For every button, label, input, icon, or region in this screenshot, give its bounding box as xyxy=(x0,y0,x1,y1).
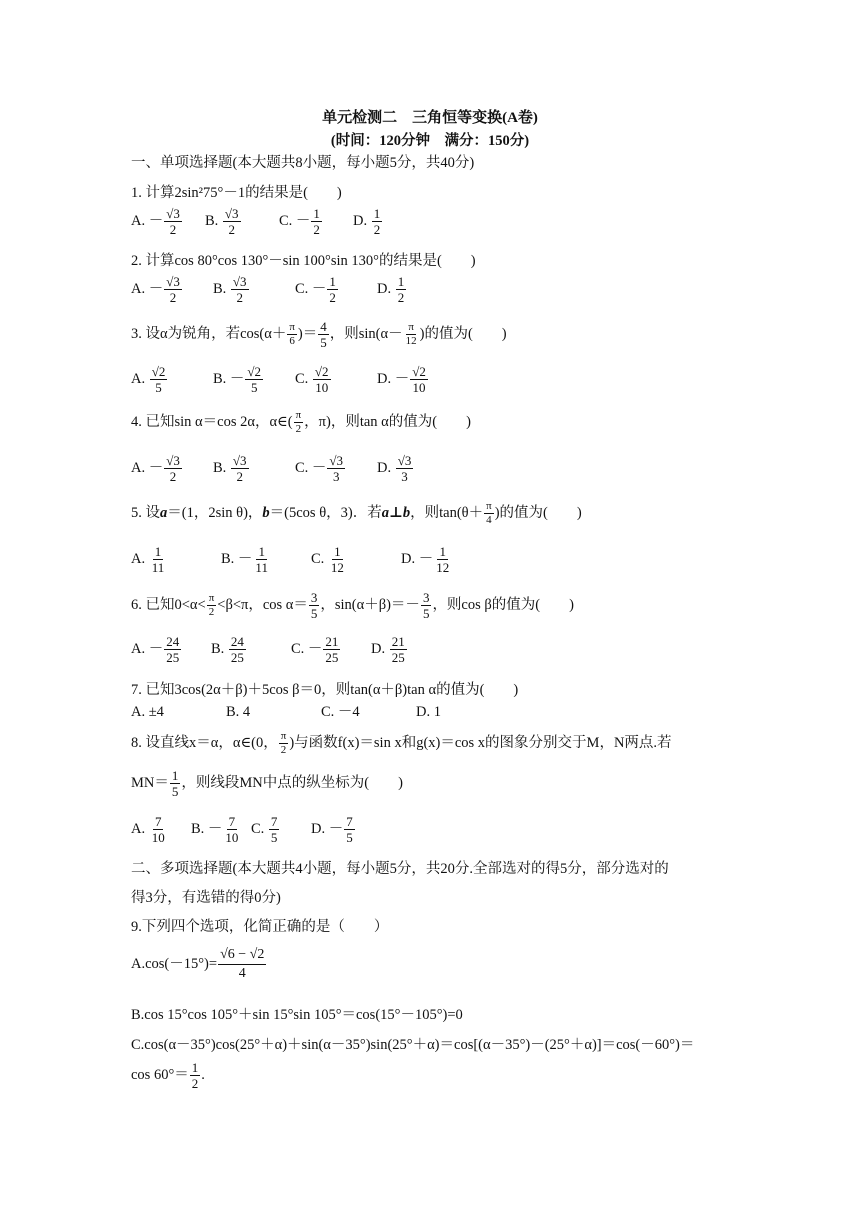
option-sign: － xyxy=(237,550,253,567)
option-sign: － xyxy=(295,212,311,229)
q5-text-5: )的值为( ) xyxy=(494,504,582,521)
q8-text-2: )与函数f(x)＝sin x和g(x)＝cos x的图象分别交于M，N两点.若 xyxy=(289,734,672,751)
option-fraction: $\frac{24}{25}$ xyxy=(230,634,244,665)
q5-vector-a: a xyxy=(160,504,168,521)
option-label: C. xyxy=(295,280,312,297)
option-fraction: $\frac{√3}{2}$ xyxy=(166,453,180,484)
q8-text-3: MN＝ xyxy=(131,774,169,791)
q3-text-1: 3. 设α为锐角，若cos(α＋ xyxy=(131,325,287,342)
option-fraction: $\frac{1}{2}$ xyxy=(329,274,336,305)
option-label: C. xyxy=(251,820,268,837)
option-sign: － xyxy=(394,370,410,387)
q4-option-a xyxy=(131,453,213,484)
q2-option-a xyxy=(131,274,213,305)
section-heading-1: 一、单项选择题(本大题共8小题，每小题5分，共40分) xyxy=(131,155,475,171)
q6-frac-1: $\frac{\pi}{2}$ xyxy=(208,592,215,618)
option-label: B. xyxy=(213,370,230,387)
q3-option-b xyxy=(213,364,295,395)
question-6-options xyxy=(131,634,451,665)
option-label: D. xyxy=(371,640,389,657)
question-6 xyxy=(131,590,574,621)
q4-option-b xyxy=(213,453,295,484)
q5-option-c xyxy=(311,544,401,575)
section-heading-2-line-2: 得3分，有选错的得0分) xyxy=(131,890,281,906)
option-fraction: $\frac{21}{25}$ xyxy=(325,634,339,665)
q4-option-d xyxy=(377,453,459,484)
q4-text-2: ，π)，则tan α的值为( ) xyxy=(304,413,471,430)
option-fraction: $\frac{1}{11}$ xyxy=(151,544,165,575)
option-sign: － xyxy=(148,212,164,229)
question-3 xyxy=(131,319,507,350)
page-title: 单元检测二 三角恒等变换(A卷) xyxy=(322,110,538,126)
q3-frac-2: $\frac{4}{5}$ xyxy=(320,319,327,350)
option-sign: － xyxy=(328,820,344,837)
q8-option-c xyxy=(251,814,311,845)
option-fraction: $\frac{24}{25}$ xyxy=(166,634,180,665)
option-fraction: $\frac{1}{12}$ xyxy=(330,544,344,575)
q5-perp: a⊥b xyxy=(381,504,411,521)
question-4 xyxy=(131,409,471,436)
option-fraction: $\frac{√2}{10}$ xyxy=(412,364,426,395)
option-sign: － xyxy=(229,370,245,387)
q2-option-b xyxy=(213,274,295,305)
option-sign: － xyxy=(148,640,164,657)
q8-option-a xyxy=(131,814,191,845)
question-2: 2. 计算cos 80°cos 130°－sin 100°sin 130°的结果是( ) xyxy=(131,253,476,269)
option-label: A. xyxy=(131,640,149,657)
q9-option-b: B.cos 15°cos 105°＋sin 15°sin 105°＝cos(15°－105°)=0 xyxy=(131,1007,463,1023)
option-label: A. xyxy=(131,820,149,837)
question-9: 9.下列四个选项，化简正确的是（ ） xyxy=(131,919,389,935)
option-label: D. xyxy=(377,280,395,297)
q6-text-1: 6. 已知0<α< xyxy=(131,596,206,613)
option-fraction: $\frac{7}{5}$ xyxy=(346,814,353,845)
q5-vector-b: b xyxy=(262,504,270,521)
q4-text-1: 4. 已知sin α＝cos 2α，α∈( xyxy=(131,413,293,430)
option-label: A. xyxy=(131,280,149,297)
question-3-options xyxy=(131,364,459,395)
option-label: A. xyxy=(131,550,149,567)
q3-text-2: )＝ xyxy=(297,325,318,342)
q1-option-d xyxy=(353,206,427,237)
q8-frac-1: $\frac{\pi}{2}$ xyxy=(280,730,287,756)
option-label: C. xyxy=(291,640,308,657)
option-fraction: $\frac{√2}{5}$ xyxy=(151,364,166,395)
q9-option-c-line-2: cos 60°＝ $\frac{1}{2}$ . xyxy=(131,1060,205,1091)
q1-option-c xyxy=(279,206,353,237)
question-2-options xyxy=(131,274,459,305)
option-fraction: $\frac{√3}{2}$ xyxy=(232,453,247,484)
option-label: D. xyxy=(401,550,419,567)
q7-option-b: B. 4 xyxy=(226,704,251,720)
option-label: B. xyxy=(191,820,208,837)
q4-option-c xyxy=(295,453,377,484)
option-fraction: $\frac{√3}{2}$ xyxy=(224,206,239,237)
option-sign: － xyxy=(148,280,164,297)
option-label: B. xyxy=(221,550,238,567)
option-label: A. xyxy=(131,459,149,476)
question-5 xyxy=(131,500,582,527)
q2-option-c xyxy=(295,274,377,305)
option-fraction: $\frac{√3}{2}$ xyxy=(166,206,180,237)
option-fraction: $\frac{√3}{2}$ xyxy=(166,274,180,305)
option-label: B. xyxy=(211,640,228,657)
option-label: C. xyxy=(295,370,312,387)
option-fraction: $\frac{1}{12}$ xyxy=(436,544,450,575)
q6-frac-3: $\frac{3}{5}$ xyxy=(422,590,430,621)
q5-text-1: 5. 设 xyxy=(131,504,160,521)
option-label: A. xyxy=(131,370,149,387)
option-label: B. xyxy=(205,212,222,229)
option-label: D. xyxy=(353,212,371,229)
option-label: C. xyxy=(295,459,312,476)
q5-option-d xyxy=(401,544,491,575)
q8-frac-2: $\frac{1}{5}$ xyxy=(171,768,179,799)
question-1: 1. 计算2sin²75°－1的结果是( ) xyxy=(131,185,342,201)
q4-frac-1: $\frac{\pi}{2}$ xyxy=(295,409,302,435)
option-label: B. xyxy=(213,280,230,297)
q5-option-b xyxy=(221,544,311,575)
q6-option-c xyxy=(291,634,371,665)
q6-option-a xyxy=(131,634,211,665)
q5-option-a xyxy=(131,544,221,575)
page-subtitle: (时间：120分钟 满分：150分) xyxy=(330,133,530,149)
option-fraction: $\frac{7}{10}$ xyxy=(151,814,165,845)
question-8-options xyxy=(131,814,371,845)
q9-a-frac: $\frac{√6 - √2}{4}$ xyxy=(220,947,265,981)
q3-text-3: ，则sin(α－ xyxy=(329,325,403,342)
option-label: D. xyxy=(311,820,329,837)
q6-frac-2: $\frac{3}{5}$ xyxy=(310,590,318,621)
q6-option-d xyxy=(371,634,451,665)
q5-text-2: ＝(1，2sin θ)， xyxy=(167,504,263,521)
section-heading-2-line-1: 二、多项选择题(本大题共4小题，每小题5分，共20分.全部选对的得5分，部分选对的 xyxy=(131,861,669,877)
option-label: B. xyxy=(213,459,230,476)
option-fraction: $\frac{1}{2}$ xyxy=(397,274,405,305)
question-8-line-1 xyxy=(131,730,672,757)
q6-text-4: ，则cos β的值为( ) xyxy=(432,596,574,613)
q3-option-c xyxy=(295,364,377,395)
option-fraction: $\frac{√3}{3}$ xyxy=(397,453,412,484)
q8-option-b xyxy=(191,814,251,845)
question-8-line-2 xyxy=(131,768,403,799)
option-fraction: $\frac{21}{25}$ xyxy=(391,634,405,665)
q9-option-a: A.cos(－15°)= $\frac{√6 - √2}{4}$ xyxy=(131,947,265,981)
option-fraction: $\frac{√3}{3}$ xyxy=(329,453,344,484)
option-fraction: $\frac{1}{11}$ xyxy=(255,544,268,575)
q7-option-a: A. ±4 xyxy=(131,704,164,720)
option-fraction: $\frac{1}{2}$ xyxy=(313,206,320,237)
q5-frac-1: $\frac{\pi}{4}$ xyxy=(486,500,492,526)
option-label: D. xyxy=(377,370,395,387)
option-sign: － xyxy=(307,640,323,657)
option-sign: － xyxy=(418,550,434,567)
option-fraction: $\frac{7}{5}$ xyxy=(270,814,278,845)
q6-text-3: ，sin(α＋β)＝－ xyxy=(320,596,420,613)
q5-text-4: ，则tan(θ＋ xyxy=(410,504,484,521)
question-1-options xyxy=(131,206,427,237)
q1-option-b xyxy=(205,206,279,237)
option-fraction: $\frac{7}{10}$ xyxy=(225,814,239,845)
q7-option-d: D. 1 xyxy=(416,704,441,720)
option-sign: － xyxy=(148,459,164,476)
q6-text-2: <β<π，cos α＝ xyxy=(217,596,308,613)
q5-text-3: ＝(5cos θ，3)．若 xyxy=(269,504,382,521)
option-sign: － xyxy=(207,820,223,837)
q2-option-d xyxy=(377,274,459,305)
option-fraction: $\frac{√2}{5}$ xyxy=(247,364,262,395)
question-7: 7. 已知3cos(2α＋β)＋5cos β＝0，则tan(α＋β)tan α的值为( ) xyxy=(131,682,519,698)
q8-text-1: 8. 设直线x＝α，α∈(0， xyxy=(131,734,278,751)
q3-frac-1: $\frac{\pi}{6}$ xyxy=(289,321,295,347)
q3-frac-3: $\frac{\pi}{12}$ xyxy=(405,321,417,347)
q8-text-4: ，则线段MN中点的纵坐标为( ) xyxy=(181,774,403,791)
q6-option-b xyxy=(211,634,291,665)
q8-option-d xyxy=(311,814,371,845)
option-label: C. xyxy=(311,550,328,567)
q3-option-a xyxy=(131,364,213,395)
q3-option-d xyxy=(377,364,459,395)
option-sign: － xyxy=(311,280,327,297)
option-label: A. xyxy=(131,212,149,229)
question-5-options xyxy=(131,544,491,575)
option-fraction: $\frac{√2}{10}$ xyxy=(314,364,329,395)
question-7-options xyxy=(131,700,441,721)
q3-text-4: )的值为( ) xyxy=(419,325,507,342)
option-sign: － xyxy=(311,459,327,476)
question-4-options xyxy=(131,453,459,484)
option-fraction: $\frac{√3}{2}$ xyxy=(232,274,247,305)
option-label: D. xyxy=(377,459,395,476)
q9-option-c-line-1: C.cos(α－35°)cos(25°＋α)＋sin(α－35°)sin(25°＋α)＝cos[(α－35°)－(25°＋α)]＝cos(－60°)＝ xyxy=(131,1037,695,1053)
option-fraction: $\frac{1}{2}$ xyxy=(373,206,381,237)
q7-option-c: C. －4 xyxy=(321,704,360,720)
q9-c-frac: $\frac{1}{2}$ xyxy=(191,1060,199,1091)
q1-option-a xyxy=(131,206,205,237)
option-label: C. xyxy=(279,212,296,229)
